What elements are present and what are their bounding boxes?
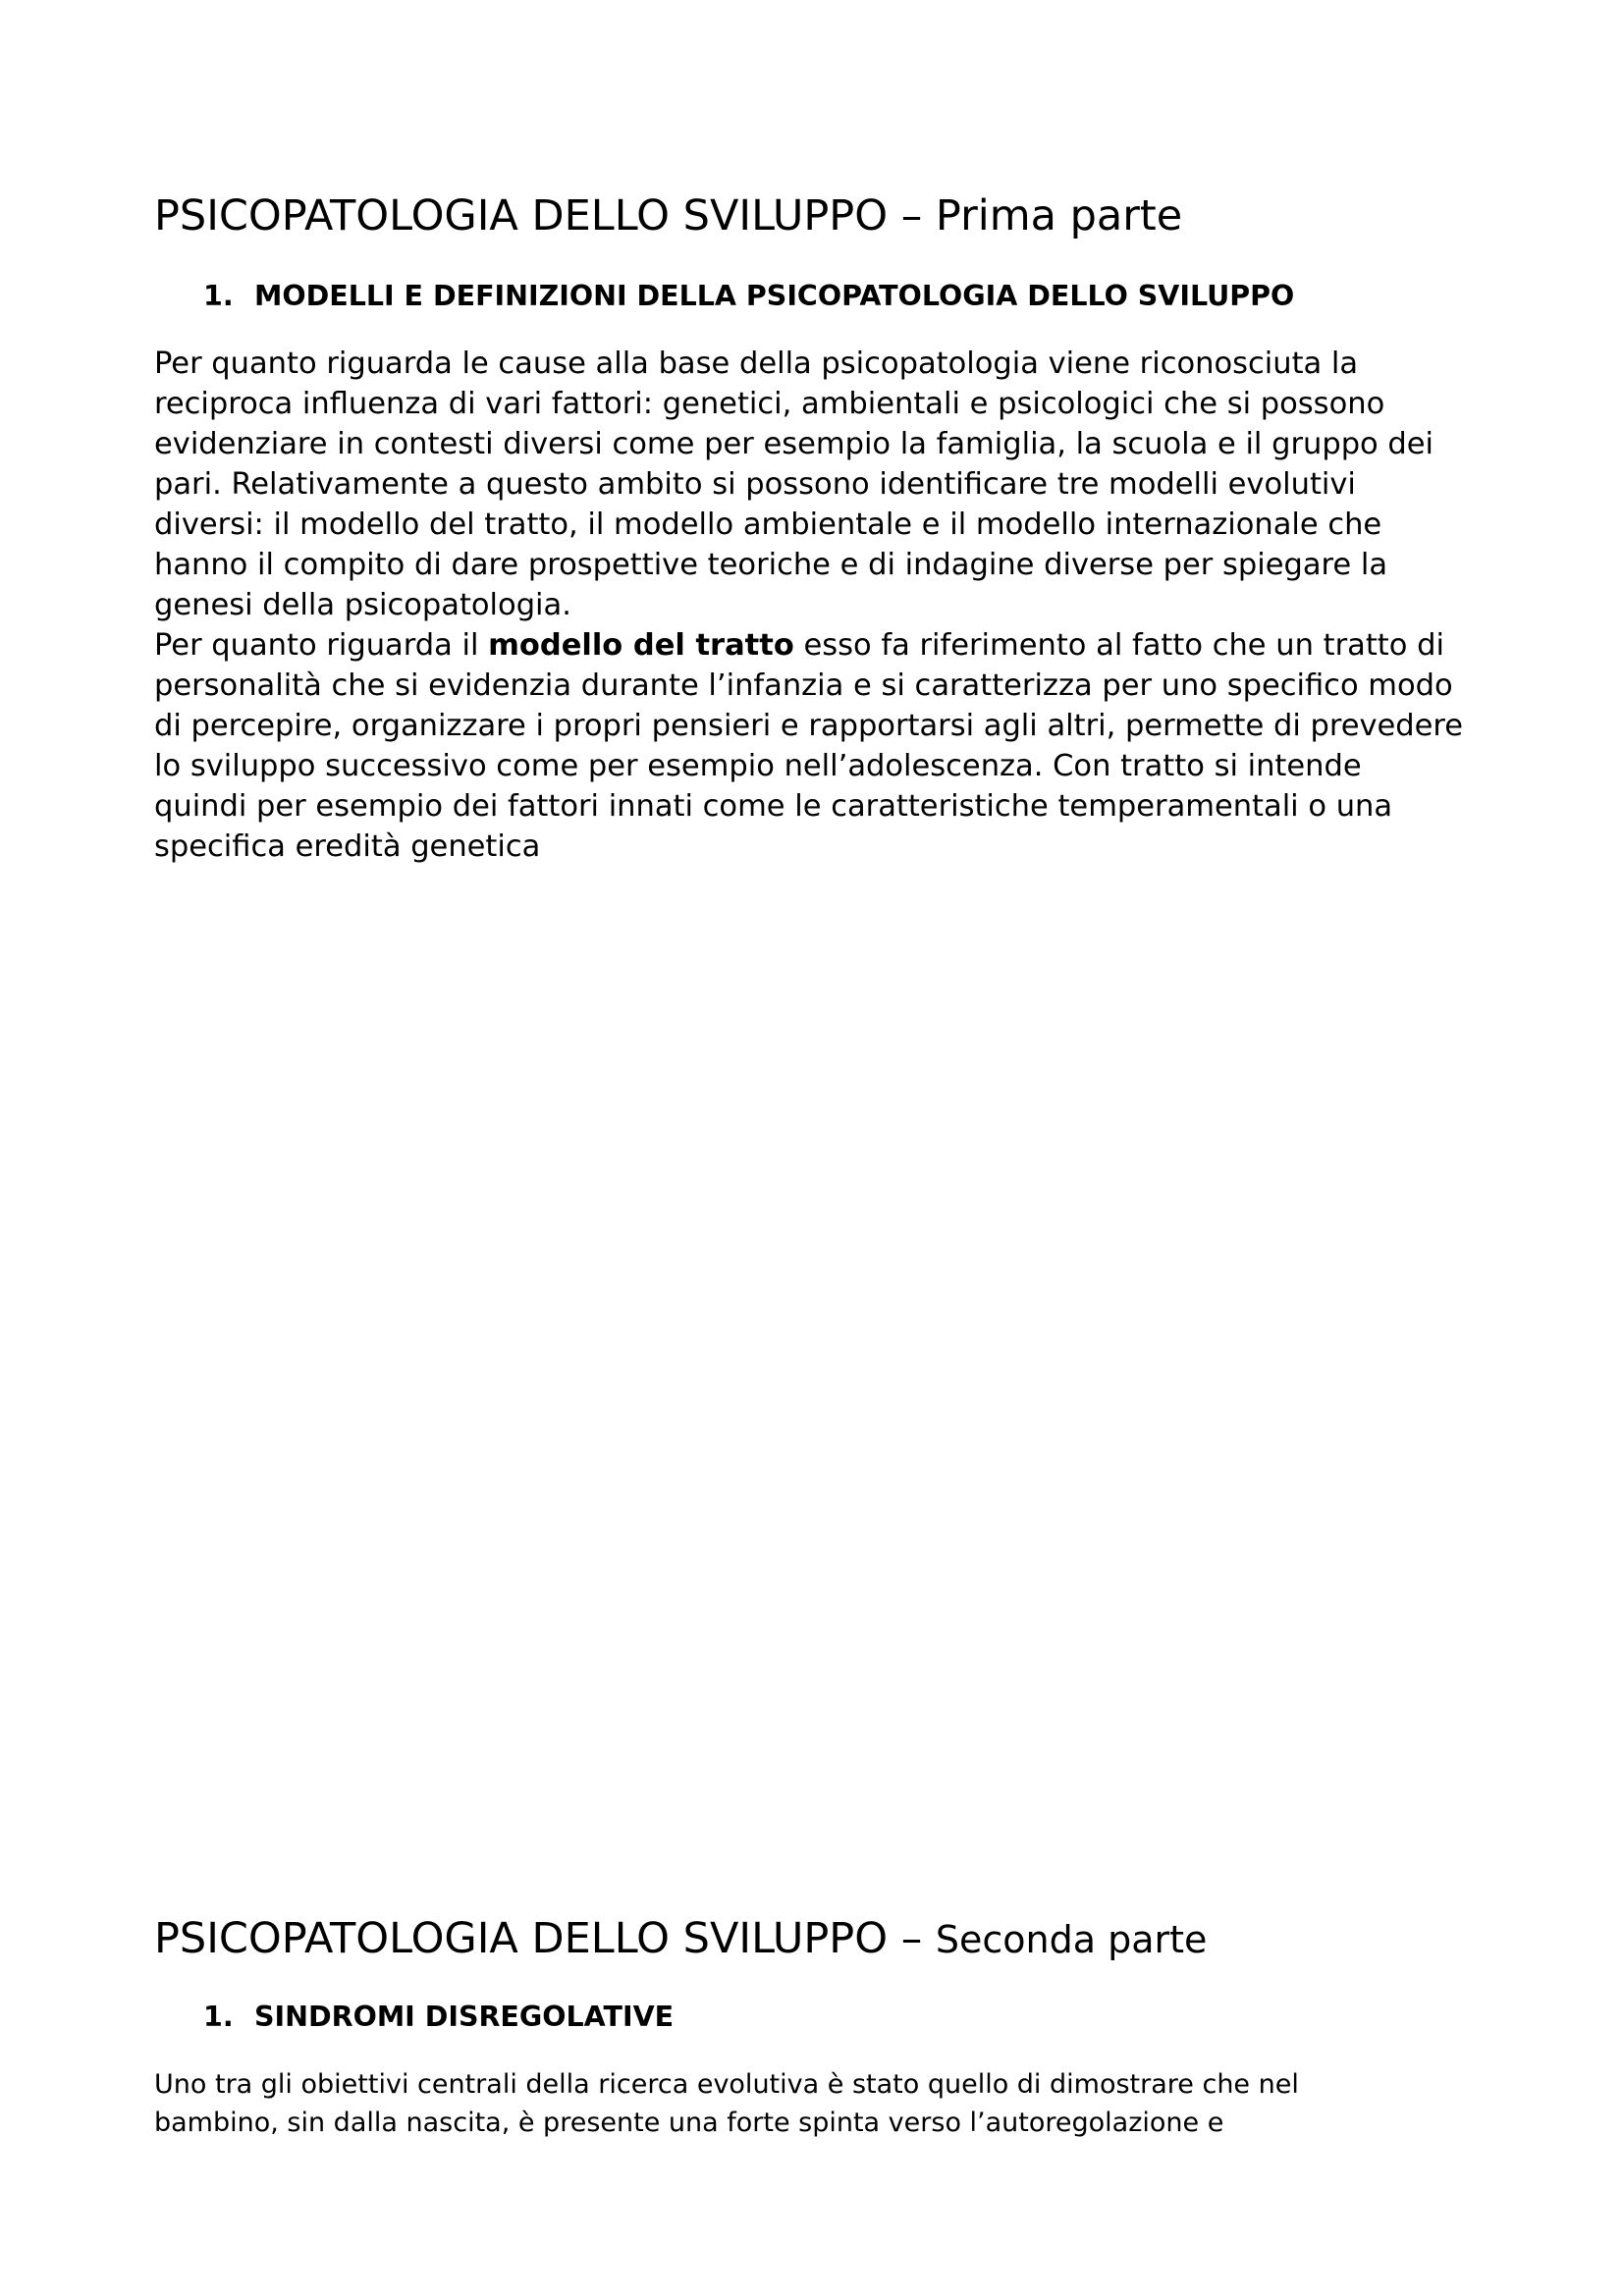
- paragraph-line-mixed: [154, 625, 1529, 666]
- paragraph-line: quindi per esempio dei fattori innati come le caratteristiche temperamentali o una: [154, 789, 1393, 824]
- paragraph-line: Uno tra gli obiettivi centrali della ricerca evolutiva è stato quello di dimostrare che nel: [154, 2069, 1299, 2100]
- paragraph-2: [154, 2065, 1529, 2142]
- title-main: PSICOPATOLOGIA DELLO SVILUPPO: [154, 191, 889, 240]
- paragraph-1: [154, 344, 1529, 867]
- title-separator: –: [888, 1914, 936, 1963]
- title-subtitle: Seconda parte: [935, 1918, 1208, 1961]
- bold-term: modello del tratto: [488, 628, 794, 663]
- paragraph-line: di percepire, organizzare i propri pensieri e rapportarsi agli altri, permette di prevedere: [154, 709, 1464, 743]
- paragraph-line: reciproca influenza di vari fattori: genetici, ambientali e psicologici che si possono: [154, 387, 1385, 421]
- paragraph-line: evidenziare in contesti diversi come per esempio la famiglia, la scuola e il gruppo dei: [154, 427, 1434, 461]
- paragraph-line: personalità che si evidenzia durante l’infanzia e si caratterizza per uno specifico modo: [154, 668, 1453, 703]
- list-heading-part2: [203, 2001, 674, 2034]
- paragraph-line: lo sviluppo successivo come per esempio nell’adolescenza. Con tratto si intende: [154, 749, 1362, 783]
- paragraph-line: diversi: il modello del tratto, il modello ambientale e il modello internazionale che: [154, 507, 1382, 542]
- paragraph-line: hanno il compito di dare prospettive teoriche e di indagine diverse per spiegare la: [154, 548, 1388, 582]
- list-heading-part1: [203, 280, 1294, 313]
- section-title-part1: [154, 191, 1182, 242]
- title-separator: –: [888, 191, 936, 240]
- list-number: 1.: [203, 280, 234, 312]
- text-run: esso fa riferimento al fatto che un tratto di: [793, 628, 1444, 663]
- text-run: Per quanto riguarda il: [154, 628, 489, 663]
- paragraph-line: specifica eredità genetica: [154, 829, 541, 864]
- title-subtitle: Prima parte: [935, 191, 1183, 240]
- paragraph-line: Per quanto riguarda le cause alla base della psicopatologia viene riconosciuta la: [154, 347, 1359, 381]
- section-title-part2: [154, 1914, 1207, 1965]
- list-number: 1.: [203, 2001, 234, 2033]
- paragraph-line: bambino, sin dalla nascita, è presente una forte spinta verso l’autoregolazione e: [154, 2108, 1224, 2138]
- paragraph-line: pari. Relativamente a questo ambito si possono identificare tre modelli evolutivi: [154, 467, 1356, 502]
- title-main: PSICOPATOLOGIA DELLO SVILUPPO: [154, 1914, 889, 1963]
- paragraph-line: genesi della psicopatologia.: [154, 588, 571, 622]
- list-heading-text: MODELLI E DEFINIZIONI DELLA PSICOPATOLOGIA DELLO SVILUPPO: [254, 280, 1295, 312]
- list-heading-text: SINDROMI DISREGOLATIVE: [254, 2001, 675, 2033]
